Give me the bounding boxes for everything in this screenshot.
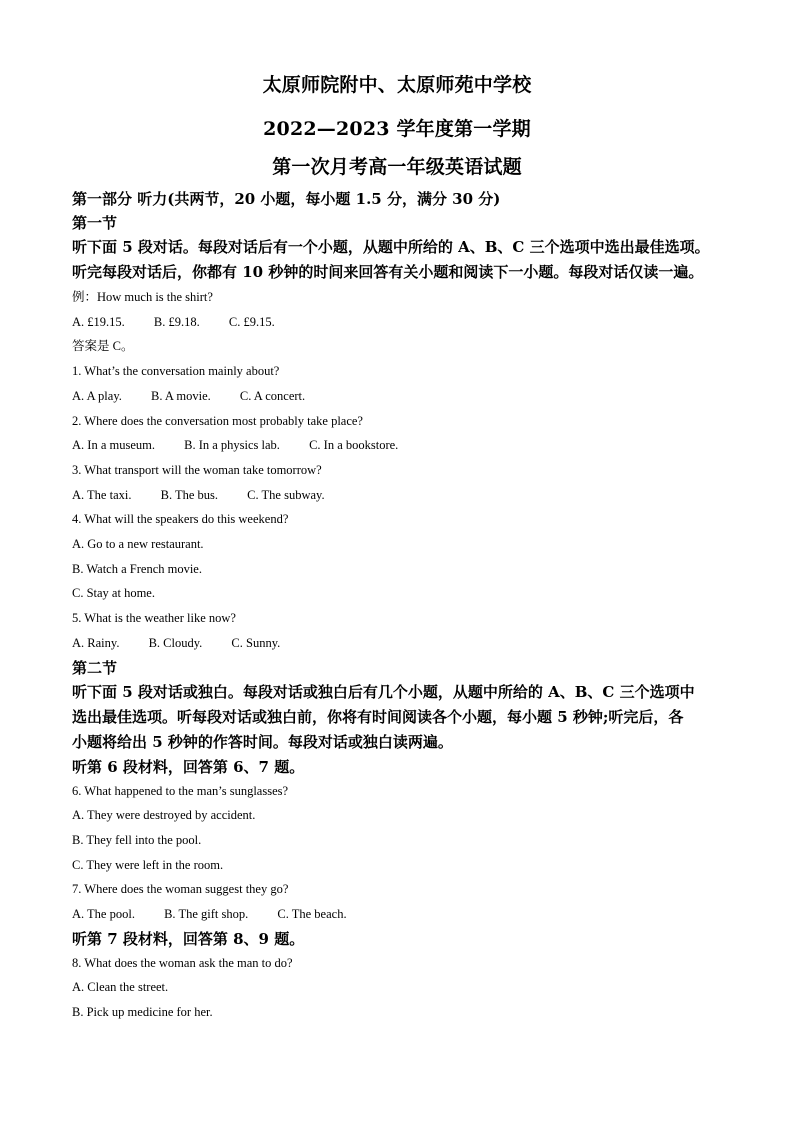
option-b: B. Cloudy. [148, 635, 203, 650]
example-question: 例：How much is the shirt? [72, 290, 213, 304]
school-title: 太原师院附中、太原师苑中学校 [262, 74, 532, 96]
option-b: B. In a physics lab. [184, 438, 280, 453]
material-7-heading: 听第 7 段材料，回答第 8、9 题。 [72, 929, 305, 948]
question-3: 3. What transport will the woman take tomorrow? [72, 462, 322, 477]
option-c: C. £9.15. [228, 314, 275, 329]
question-5-options [72, 631, 732, 656]
question-6-option-c: C. They were left in the room. [72, 857, 224, 872]
material-6-heading: 听第 6 段材料，回答第 6、7 题。 [72, 757, 305, 776]
option-b: B. The bus. [160, 487, 219, 502]
section2-instruction-line1: 听下面 5 段对话或独白。每段对话或独白后有几个小题，从题中所给的 A、B、C 三个选项中 [72, 682, 695, 701]
question-4-option-a: A. Go to a new restaurant. [72, 537, 204, 552]
exam-content [72, 187, 732, 1025]
part1-title: 第一部分 听力(共两节，20 小题，每小题 1.5 分，满分 30 分) [72, 190, 501, 208]
section1-heading: 第一节 [72, 214, 118, 232]
question-2: 2. Where does the conversation most probably take place? [72, 413, 363, 428]
option-a: A. The taxi. [72, 487, 132, 502]
question-4: 4. What will the speakers do this weekend? [72, 512, 289, 527]
option-c: C. Sunny. [231, 635, 281, 650]
question-8-option-b: B. Pick up medicine for her. [72, 1005, 213, 1020]
option-c: C. A concert. [239, 388, 306, 403]
option-b: B. £9.18. [153, 314, 200, 329]
option-a: A. £19.15. [72, 314, 125, 329]
option-c: C. The subway. [247, 487, 325, 502]
example-answer: 答案是 C。 [72, 339, 134, 354]
question-7: 7. Where does the woman suggest they go? [72, 882, 289, 897]
question-1-options [72, 384, 732, 409]
option-c: C. The beach. [277, 907, 347, 922]
question-2-options [72, 433, 732, 458]
example-options [72, 310, 732, 335]
option-a: A. In a museum. [72, 438, 155, 453]
section2-instruction-line2: 选出最佳选项。听每段对话或独白前，你将有时间阅读各个小题，每小题 5 秒钟;听完后，各 [72, 707, 684, 726]
question-8-option-a: A. Clean the street. [72, 980, 169, 995]
term-title: 2022—2023 学年度第一学期 [263, 118, 531, 140]
question-8: 8. What does the woman ask the man to do? [72, 955, 293, 970]
question-7-options [72, 902, 732, 927]
option-a: A. A play. [72, 388, 122, 403]
section2-heading: 第二节 [72, 658, 118, 677]
option-b: B. The gift shop. [164, 907, 249, 922]
question-6-option-b: B. They fell into the pool. [72, 832, 202, 847]
section2-instruction-line3: 小题将给出 5 秒钟的作答时间。每段对话或独白读两遍。 [72, 732, 453, 751]
question-6: 6. What happened to the man’s sunglasses? [72, 783, 289, 798]
option-a: A. The pool. [72, 907, 135, 922]
question-3-options [72, 483, 732, 508]
section1-instruction-line1: 听下面 5 段对话。每段对话后有一个小题，从题中所给的 A、B、C 三个选项中选出最佳选项。 [72, 238, 710, 256]
section1-instruction-line2: 听完每段对话后，你都有 10 秒钟的时间来回答有关小题和阅读下一小题。每段对话仅读一遍。 [72, 263, 704, 281]
option-a: A. Rainy. [72, 635, 120, 650]
option-c: C. In a bookstore. [309, 438, 399, 453]
question-4-option-b: B. Watch a French movie. [72, 561, 202, 576]
exam-title: 第一次月考高一年级英语试题 [272, 156, 522, 178]
question-5: 5. What is the weather like now? [72, 611, 236, 626]
question-4-option-c: C. Stay at home. [72, 586, 155, 601]
question-1: 1. What’s the conversation mainly about? [72, 364, 280, 379]
option-b: B. A movie. [151, 388, 211, 403]
question-6-option-a: A. They were destroyed by accident. [72, 808, 256, 823]
